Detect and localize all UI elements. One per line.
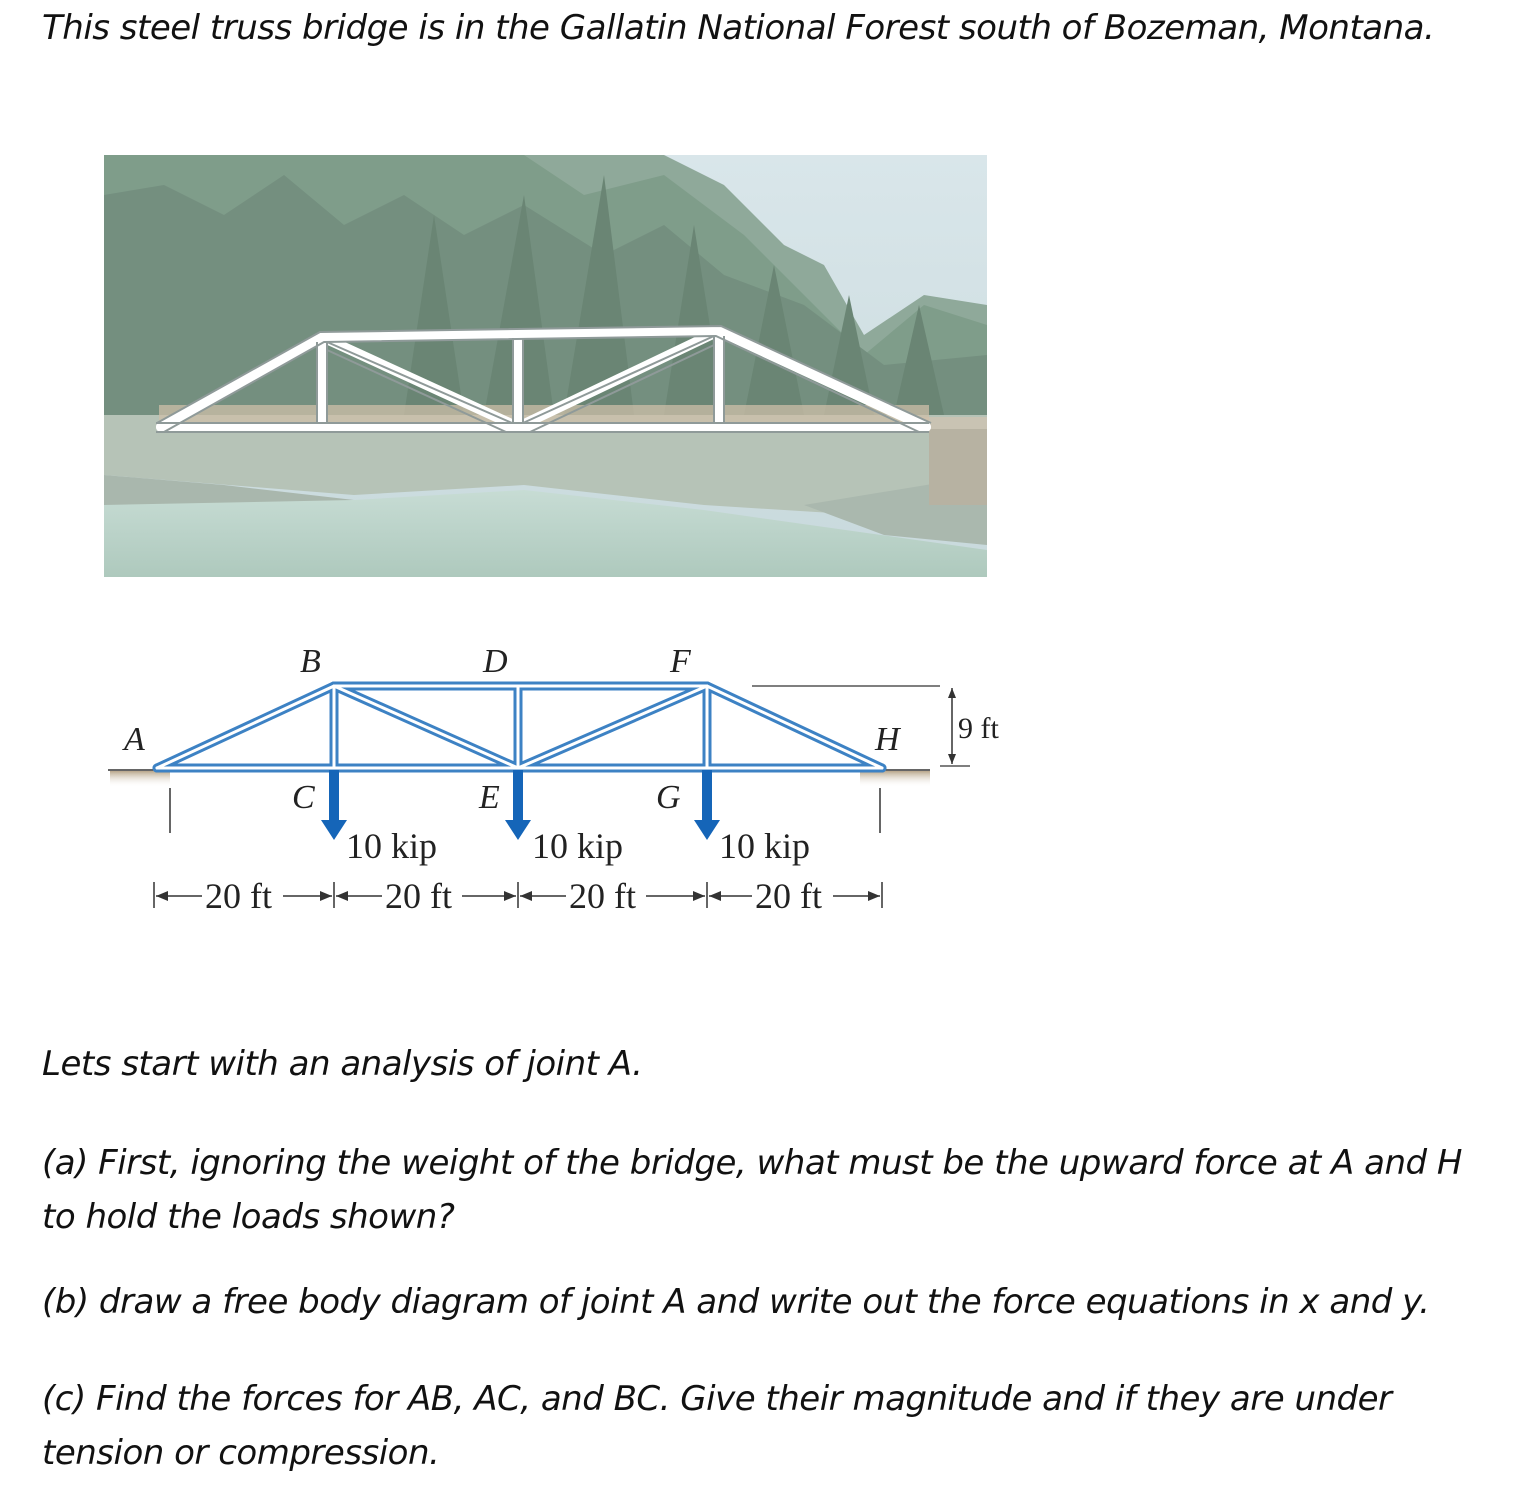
truss-diagram [100, 630, 1030, 920]
question-b: (b) draw a free body diagram of joint A and write out the force equations in x and y. [42, 1282, 1430, 1322]
span-label-1: 20 ft [205, 876, 272, 916]
bridge-photo [104, 155, 987, 577]
joint-label-c: C [292, 779, 315, 816]
joint-label-b: B [300, 643, 321, 680]
joint-label-a: A [124, 721, 145, 758]
span-label-3: 20 ft [569, 876, 636, 916]
span-label-4: 20 ft [755, 876, 822, 916]
joint-label-e: E [479, 779, 500, 816]
intro-text: This steel truss bridge is in the Gallatin National Forest south of Bozeman, Montana. [42, 8, 1435, 48]
load-arrow-e [505, 770, 531, 840]
load-label-g: 10 kip [719, 826, 811, 866]
question-c-line2: tension or compression. [42, 1433, 440, 1473]
height-label: 9 ft [958, 712, 999, 745]
joint-label-d: D [483, 643, 508, 680]
question-c [42, 1372, 1392, 1480]
load-label-c: 10 kip [346, 826, 438, 866]
truss-members [157, 686, 882, 768]
load-arrow-g [694, 770, 720, 840]
question-a-line2: to hold the loads shown? [42, 1197, 455, 1237]
load-arrow-c [321, 770, 347, 840]
lead-text: Lets start with an analysis of joint A. [42, 1044, 643, 1084]
question-a [42, 1136, 1462, 1244]
joint-label-g: G [656, 779, 681, 816]
load-label-e: 10 kip [532, 826, 624, 866]
span-label-2: 20 ft [385, 876, 452, 916]
joint-label-f: F [670, 643, 691, 680]
right-support [860, 771, 930, 787]
question-c-line1: (c) Find the forces for AB, AC, and BC. Give their magnitude and if they are under [42, 1379, 1392, 1419]
joint-label-h: H [875, 721, 900, 758]
question-a-line1: (a) First, ignoring the weight of the bridge, what must be the upward force at A and H [42, 1143, 1462, 1183]
left-support [110, 771, 170, 787]
